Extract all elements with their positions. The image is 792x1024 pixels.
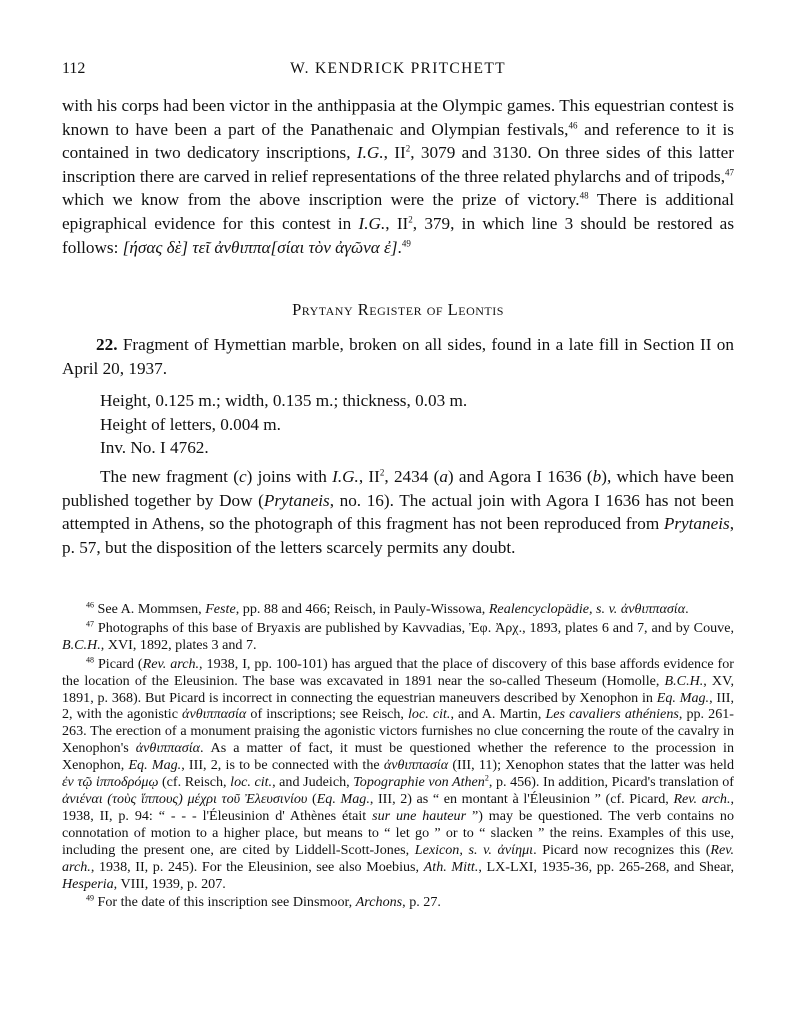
paragraph-join: The new fragment (c) joins with I.G., $II^2$, 2434 (a) and Agora I 1636 (b), which have been published together by Dow (Prytaneis, no. 16). The actual join with Agora I 1636 has not been attempted in Athens, so the photograph of this fragment has not been reproduced from Prytaneis, p. 57, but the disposition of the letters scarcely permits any doubt. [62,467,734,557]
footnote-ref: 47 [725,167,734,178]
paragraph-intro: with his corps had been victor in the anthippasia at the Olympic games. This equestrian contest is known to have been a part of the Panathenaic and Olympian festivals,$^{46}$ and reference to it is contained in two dedicatory inscriptions, I.G., $II^2$, 3079 and 3130. On three sides of this latter inscription there are carved in relief representations of the three related phylarchs and of tripods,$^{47}$ which we know from the above inscription were the prize of victory.$^{48}$ There is additional epigraphical evidence for this contest in I.G., $II^2$, 379, in which line 3 should be restored as follows: [ήσας δὲ] τεῖ ἀνθιππα[σίαι τὸν ἀγῶνα ἐ].$^{49}$ [62,96,735,257]
inscription-number: 22. [96,335,118,354]
footnotes [62,601,734,913]
page-header [62,60,734,82]
footnote-49: $^{49}$ For the date of this inscription see Dinsmoor, Archons, p. 27. [86,893,441,911]
footnote-48: $^{48}$ Picard (Rev. arch., 1938, I, pp. 100-101) has argued that the place of discovery of this base affords evidence for the location of the Eleusinion. The base was excavated in 1891 near the so-called Theseum (Homolle, B.C.H., XV, 1891, p. 368). But Picard is incorrect in connecting the equestrian maneuvers described by Xenophon in Eq. Mag., III, 2, with the agonistic ἀνθιππασία of inscriptions; see Reisch, loc. cit., and A. Martin, Les cavaliers athéniens, pp. 261-263. The erection of a monument praising the agonistic victors furnishes no clue concerning the route of the cavalry in Xenophon's ἀνθιππασία. As a matter of fact, it must be questioned whether the reference to the procession in Xenophon, Eq. Mag., III, 2, is to be connected with the ἀνθιππασία (III, 11); Xenophon states that the latter was held ἐν τῷ ἱπποδρόμῳ (cf. Reisch, loc. cit., and Judeich, Topographie von Athen$^2$, p. 456). In addition, Picard's translation of ἀνιέναι (τοὺς ἵππους) μέχρι τοῦ Ἐλευσινίου (Eq. Mag., III, 2) as “ en montant à l'Éleusinion ” (cf. Picard, Rev. arch., 1938, II, p. 94: “ - - - l'Éleusinion d' Athènes était sur une hauteur ”) may be questioned. The verb contains no connotation of motion to a higher place, but means to “ let go ” or to “ slacken ” the reins. Examples of this use, including the present one, are cited by Liddell-Scott-Jones, Lexicon, s. v. ἀνίημι. Picard now recognizes this (Rev. arch., 1938, II, p. 245). For the Eleusinion, see also Moebius, Ath. Mitt., LX-LXI, 1935-36, pp. 265-268, and Shear, Hesperia, VIII, 1939, p. 207. [62,655,735,892]
inscription-metadata [100,389,467,460]
inventory-number: Inv. No. I 4762. [100,438,209,458]
footnote-ref: 46 [568,119,578,130]
page-number: 112 [62,60,86,77]
footnote-ref: 49 [401,237,411,248]
section-title: Prytany Register of Leontis [292,300,504,319]
footnote-ref: 48 [579,190,589,201]
footnote-46: $^{46}$ See A. Mommsen, Feste, pp. 88 and 466; Reisch, in Pauly-Wissowa, Realencyclopädie, s. v. ἀνθιππασία. [86,600,689,617]
running-head: W. KENDRICK PRITCHETT [290,60,506,77]
footnote-47: $^{47}$ Photographs of this base of Bryaxis are published by Kavvadias, Ἐφ. Ἀρχ., 1893, plates 6 and 7, and by Couve, B.C.H., XVI, 1892, plates 3 and 7. [62,619,734,653]
dimensions: Height, 0.125 m.; width, 0.135 m.; thickness, 0.03 m. [100,391,468,410]
paragraph-inscription-22: 22. Fragment of Hymettian marble, broken on all sides, found in a late fill in Section II on April 20, 1937. [62,335,734,378]
greek-restoration: [ήσας δὲ] τεῖ ἀνθιππα[σίαι τὸν ἀγῶνα ἐ] [122,237,398,257]
letter-height: Height of letters, 0.004 m. [100,414,281,434]
